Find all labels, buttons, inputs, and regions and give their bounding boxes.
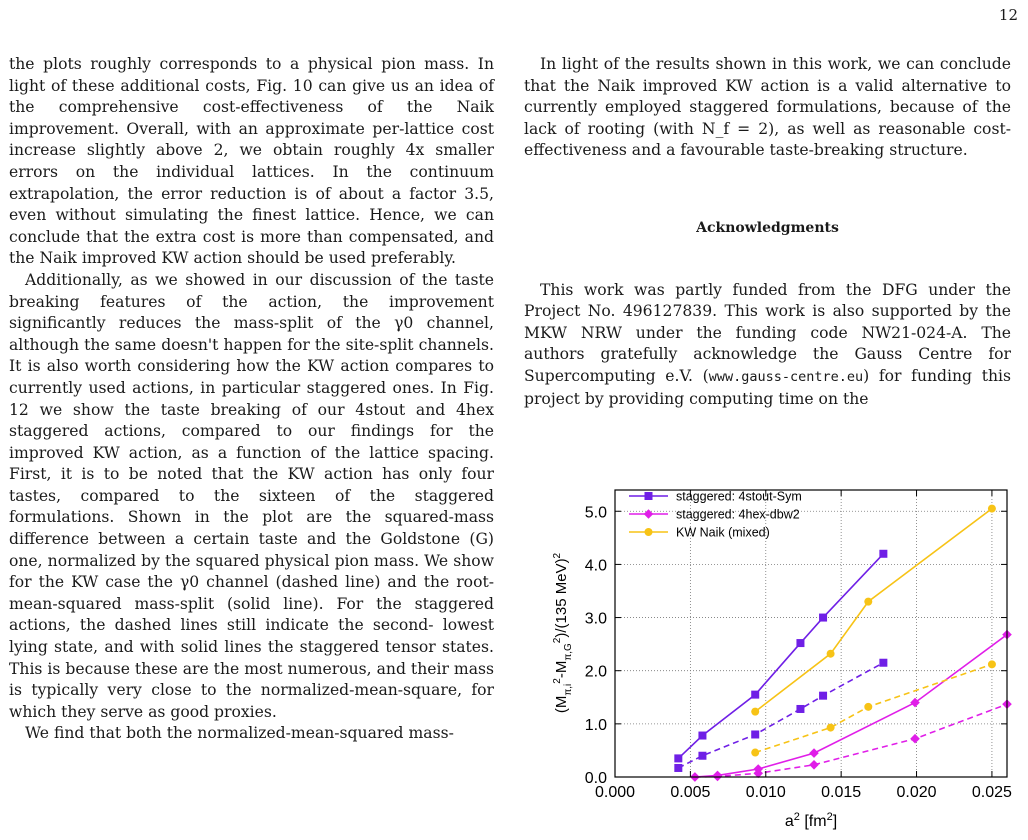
data-point — [988, 660, 996, 668]
y-tick-label: 5.0 — [584, 504, 607, 522]
data-point — [910, 734, 920, 744]
y-tick-label: 2.0 — [584, 663, 607, 681]
data-point — [827, 650, 835, 658]
acknowledgments-paragraph — [524, 280, 1011, 411]
series-line — [755, 664, 992, 752]
x-tick-label: 0.020 — [896, 784, 937, 801]
legend-label: KW Naik (mixed) — [676, 525, 770, 540]
data-point — [751, 708, 759, 716]
series — [674, 505, 1011, 782]
x-tick-label: 0.005 — [670, 784, 711, 801]
data-point — [879, 550, 887, 558]
data-point — [796, 705, 804, 713]
legend-entry — [629, 490, 802, 504]
data-point — [819, 614, 827, 622]
data-point — [809, 760, 819, 770]
data-point — [751, 691, 759, 699]
x-tick-label: 0.015 — [821, 784, 862, 801]
series-diamond-solid — [690, 630, 1012, 782]
ack-text: This work was partly funded from the DFG under the Project No. 496127839. This work is also supported by the MKW NRW under the funding code NW21-024-A. The authors gratefully acknowledge the Gauss Centre for Supercomputing e.V. ( — [524, 280, 1011, 385]
data-point — [674, 754, 682, 762]
data-point — [645, 492, 653, 500]
conclusion-paragraph: In light of the results shown in this work, we can conclude that the Naik improved KW action is a valid alternative to currently employed staggered formulations, because of the lack of rooting (with N_f = 2), as well as reasonable cost-effectiveness and a favourable taste-breaking structure. — [524, 55, 1011, 160]
y-axis-label: $(M_{\pi,i}^2-M_{\pi,G}^2)/(135$ MeV)$^2$ — [552, 552, 574, 714]
ack-url-link[interactable]: www.gauss-centre.eu — [708, 368, 864, 385]
series-diamond-dashed — [690, 699, 1012, 781]
series-circle-dashed — [751, 660, 996, 756]
plot-frame — [615, 490, 1007, 777]
data-point — [879, 659, 887, 667]
series-circle-solid — [751, 505, 996, 716]
page-number: 12 — [998, 6, 1018, 24]
data-point — [674, 764, 682, 772]
legend-entry — [629, 508, 800, 522]
data-point — [864, 703, 872, 711]
legend — [629, 490, 802, 540]
paragraph: We find that both the normalized-mean-squared mass- — [25, 724, 454, 743]
acknowledgments-heading: Acknowledgments — [696, 219, 839, 236]
grid — [615, 490, 1007, 777]
data-point — [751, 730, 759, 738]
data-point — [809, 748, 819, 758]
series-line — [755, 509, 992, 712]
chart-svg — [520, 470, 1028, 836]
data-point — [751, 749, 759, 757]
paragraph: Additionally, as we showed in our discussion of the taste breaking features of the action, the improvement significantly reduces the mass-split of the γ0 channel, although the same doesn't happen for the site-split channels. It is also worth considering how the KW action compares to currently used actions, in particular staggered ones. In Fig. 12 we show the taste breaking of our 4stout and 4hex staggered actions, compared to our findings for the improved KW action, as a function of the lattice spacing. First, it is to be noted that the KW action has only four tastes, compared to the sixteen of the staggered formulations. Shown in the plot are the squared-mass difference between a certain taste and the Goldstone (G) one, normalized by the squared physical pion mass. We show for the KW case the γ0 channel (dashed line) and the root-mean-squared mass-split (solid line). For the staggered actions, the dashed lines still indicate the second- lowest lying state, and with solid lines the staggered tensor states. This is because these are the most numerous, and their mass is typically very close to the normalized-mean-square, for which they serve as good proxies. — [9, 270, 494, 721]
data-point — [827, 724, 835, 732]
data-point — [698, 752, 706, 760]
data-point — [819, 692, 827, 700]
series-line — [695, 704, 1007, 777]
data-point — [988, 505, 996, 513]
legend-entry — [629, 526, 770, 540]
x-tick-label: 0.000 — [594, 784, 636, 801]
data-point — [645, 528, 653, 536]
ack-text: ) for funding this project by providing computing time on the — [524, 366, 1011, 408]
data-point — [796, 639, 804, 647]
y-tick-label: 3.0 — [584, 610, 607, 628]
paragraph: the plots roughly corresponds to a physical pion mass. In light of these additional costs, Fig. 10 can give us an idea of the comprehensive cost-effectiveness of the Naik improvement. Overall, with an approximate per-lattice cost increase slightly above 2, we obtain roughly 4x smaller errors on the individual lattices. In the continuum extrapolation, the error reduction is of about a factor 3.5, even without simulating the finest lattice. Hence, we can conclude that the extra cost is more than compensated, and the Naik improved KW action should be used preferably. — [9, 55, 494, 268]
x-tick-label: 0.025 — [971, 784, 1012, 801]
x-axis-label: $a^2$ $[fm^2]$ — [784, 811, 838, 830]
y-tick-label: 0.0 — [584, 770, 607, 787]
data-point — [698, 732, 706, 740]
series-line — [678, 554, 883, 759]
legend-label: staggered: 4stout-Sym — [676, 489, 802, 504]
data-point — [644, 509, 654, 519]
x-tick-label: 0.010 — [745, 784, 786, 801]
taste-breaking-figure — [520, 470, 1028, 836]
y-tick-label: 1.0 — [584, 716, 607, 734]
data-point — [864, 598, 872, 606]
right-column — [524, 54, 1011, 410]
left-column — [9, 54, 494, 745]
series-square-solid — [674, 550, 887, 763]
series-square-dashed — [674, 659, 887, 772]
legend-label: staggered: 4hex-dbw2 — [676, 507, 800, 522]
y-tick-label: 4.0 — [584, 557, 607, 575]
